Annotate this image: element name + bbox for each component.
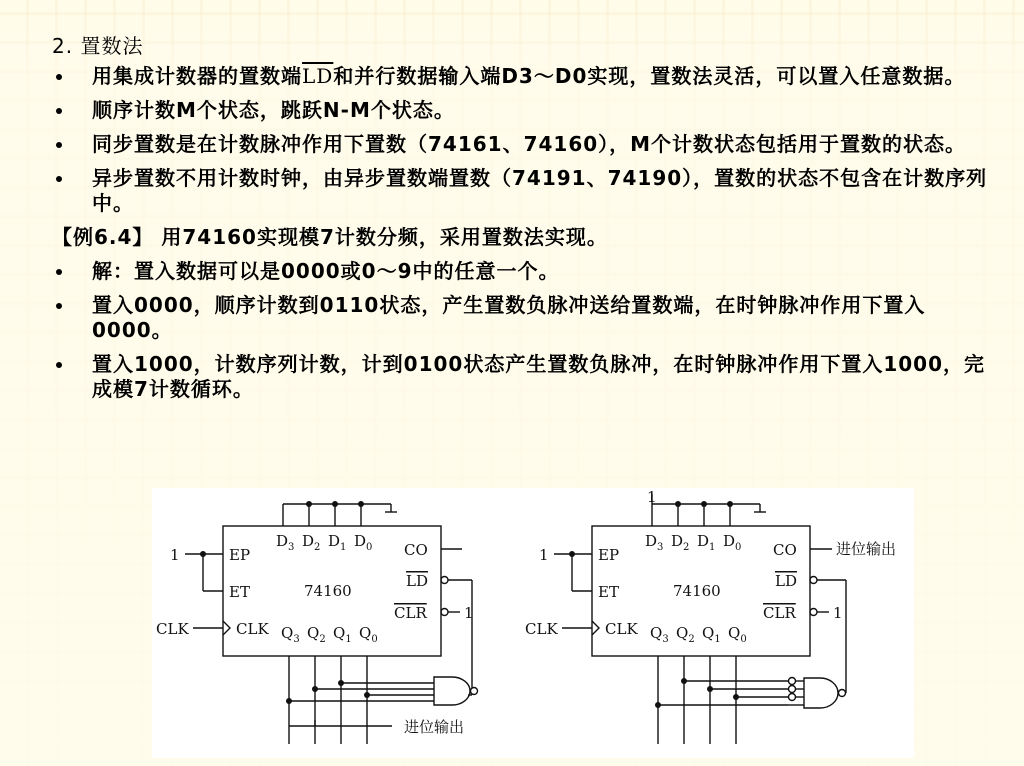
right-pin-et: ET [598,583,619,601]
bullet-dot [56,108,62,114]
right-q3-label: Q [650,624,663,642]
bullet-text: 置入1000，计数序列计数，计到0100状态产生置数负脉冲，在时钟脉冲作用下置入1000，完成模7计数循环。 [92,352,985,401]
bullet-text: 和并行数据输入端D3～D0实现，置数法灵活，可以置入任意数据。 [333,64,966,88]
right-d1-label: D [697,532,710,550]
right-carry-label: 进位输出 [836,540,897,558]
left-q0-label: Q [359,624,372,642]
bullet-item [52,132,992,157]
left-d0-sub: 0 [366,542,373,553]
right-d3-label: D [645,532,658,550]
right-d3-sub: 3 [657,542,664,553]
bullet-text: 置入0000，顺序计数到0110状态，产生置数负脉冲送给置数端，在时钟脉冲作用下置入0000。 [92,293,926,342]
right-pin-clk: CLK [605,620,638,638]
right-q2-label: Q [676,624,689,642]
bullet-item [52,352,992,402]
left-d2-label: D [302,532,315,550]
left-pin-clk: CLK [236,620,269,638]
svg-text:Q3 [650,624,669,645]
right-d-pins [645,532,741,553]
section-title: 2. 置数法 [52,34,144,58]
bullet-dot [56,269,62,275]
left-q2-label: Q [307,624,320,642]
right-q1-sub: 1 [714,634,721,645]
left-d1-label: D [328,532,341,550]
left-d-pins [276,532,372,553]
circuit-figure [152,488,914,758]
svg-text:Q1 [333,624,352,645]
svg-text:D2 [671,532,689,553]
left-q-pins [281,624,378,645]
ld-overline-text: $\overline{LD}$ [302,64,334,88]
left-q2-sub: 2 [319,634,326,645]
left-d1-sub: 1 [340,542,347,553]
left-d3-sub: 3 [288,542,295,553]
bullet-item [52,64,992,89]
slide-content [52,34,992,411]
left-pin-co: CO [404,541,428,559]
right-input-one: 1 [539,546,549,564]
left-pin-et: ET [229,583,250,601]
bullet-item [52,259,992,284]
right-pin-clr: CLR [763,604,796,622]
svg-text:D2 [302,532,320,553]
right-pin-ld: LD [775,572,797,590]
svg-text:Q2 [307,624,326,645]
svg-text:Q3 [281,624,300,645]
left-q1-sub: 1 [345,634,352,645]
left-carry-label: 进位输出 [404,718,465,736]
svg-text:Q0 [728,624,747,645]
left-pin-ep: EP [229,546,251,564]
left-q0-sub: 0 [371,634,378,645]
svg-text:D3 [276,532,294,553]
right-q1-label: Q [702,624,715,642]
left-chip-name: 74160 [304,582,352,600]
right-d3-one: 1 [647,488,657,506]
bullet-dot [56,142,62,148]
left-pin-ld: LD [406,572,428,590]
left-clr-one: 1 [464,604,474,622]
bullet-text: 解：置入数据可以是0000或0～9中的任意一个。 [92,259,560,283]
left-d3-label: D [276,532,289,550]
right-d0-label: D [723,532,736,550]
left-q1-label: Q [333,624,346,642]
left-clk-label: CLK [156,620,189,638]
right-chip-name: 74160 [673,582,721,600]
svg-text:D3 [645,532,663,553]
right-d2-sub: 2 [683,542,690,553]
right-clr-one: 1 [833,604,843,622]
left-input-one: 1 [170,546,180,564]
svg-text:D1 [697,532,715,553]
bullet-item [52,166,992,216]
svg-text:Q1 [702,624,721,645]
bullet-text: 异步置数不用计数时钟，由异步置数端置数（74191、74190），置数的状态不包含在计数序列中。 [92,166,988,215]
left-d2-sub: 2 [314,542,321,553]
right-d1-sub: 1 [709,542,716,553]
left-pin-clr: CLR [394,604,427,622]
svg-text:Q2 [676,624,695,645]
svg-text:D1 [328,532,346,553]
right-d0-sub: 0 [735,542,742,553]
bullet-dot [56,303,62,309]
left-q3-label: Q [281,624,294,642]
right-pin-ep: EP [598,546,620,564]
bullet-item [52,293,992,343]
circuit-diagram [152,488,914,758]
right-q3-sub: 3 [662,634,669,645]
bullet-dot [56,74,62,80]
svg-text:Q0 [359,624,378,645]
right-q-pins [650,624,747,645]
bullet-dot [56,176,62,182]
svg-text:D0 [723,532,741,553]
left-q3-sub: 3 [293,634,300,645]
left-d0-label: D [354,532,367,550]
bullet-text: 用集成计数器的置数端 [92,64,302,88]
right-d2-label: D [671,532,684,550]
example-heading: 【例6.4】 用74160实现模7计数分频，采用置数法实现。 [52,225,608,249]
right-q2-sub: 2 [688,634,695,645]
bullet-item [52,98,992,123]
svg-text:D0 [354,532,372,553]
right-pin-co: CO [773,541,797,559]
right-q0-sub: 0 [740,634,747,645]
bullet-text: 同步置数是在计数脉冲作用下置数（74161、74160），M个计数状态包括用于置数的状态。 [92,132,967,156]
bullet-text: 顺序计数M个状态，跳跃N-M个状态。 [92,98,455,122]
right-clk-label: CLK [525,620,558,638]
bullet-dot [56,362,62,368]
right-q0-label: Q [728,624,741,642]
